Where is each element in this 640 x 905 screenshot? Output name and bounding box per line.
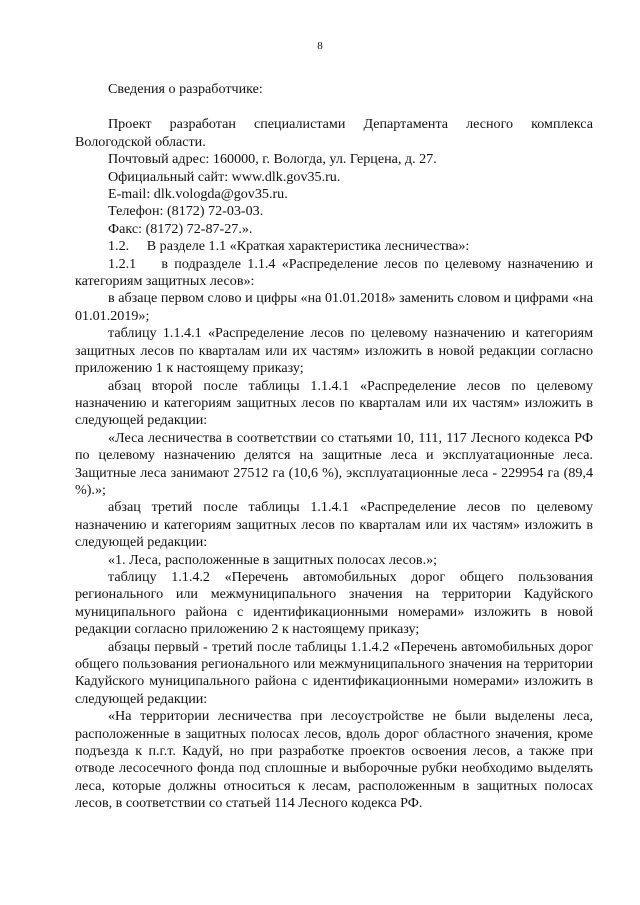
document-body (75, 81, 597, 813)
official-site: Официальный сайт: www.dlk.gov35.ru. (108, 168, 341, 185)
paragraph: абзацы первый - третий после таблицы 1.1.4.2 «Перечень автомобильных дорог общего пользования регионального или межмуниципального значения на территории Кадуйского муниципального района с идентификационными номерами» изложить в следующей редакции: (75, 638, 593, 707)
section-1-2: 1.2. В разделе 1.1 «Краткая характеристика лесничества»: (108, 238, 470, 255)
section-1-2-1: 1.2.1 в подразделе 1.1.4 «Распределение лесов по целевому назначению и категориям защитных лесов»: (75, 255, 597, 290)
paragraph: «На территории лесничества при лесоустройстве не были выделены леса, расположенные в защитных полосах лесов, вдоль дорог областного значения, кроме подъезда к п.г.т. Кадуй, но при разработке проектов освоения лесов, а также при отводе лесосечного фонда под сплошные и выборочные рубки необходимо выделять леса, которые должны относиться к лесам, расположенным в защитных полосах лесов, в соответствии со статьей 114 Лесного кодекса РФ. (75, 708, 593, 812)
paragraph: абзац второй после таблицы 1.1.4.1 «Распределение лесов по целевому назначению и категориям защитных лесов по кварталам или их частям» изложить в следующей редакции: (75, 377, 593, 429)
page-number: 8 (317, 40, 323, 52)
developer-heading: Сведения о разработчике: (108, 81, 263, 97)
paragraph: Проект разработан специалистами Департамента лесного комплекса Вологодской области. (75, 116, 593, 150)
paragraph: в абзаце первом слово и цифры «на 01.01.2018» заменить словом и цифрами «на 01.01.2019»; (75, 290, 593, 324)
paragraph: «1. Леса, расположенные в защитных полосах лесов.»; (108, 551, 438, 568)
postal-address: Почтовый адрес: 160000, г. Вологда, ул. Герцена, д. 27. (108, 151, 437, 168)
paragraph: таблицу 1.1.4.2 «Перечень автомобильных дорог общего пользования регионального или межмуниципального значения на территории Кадуйского муниципального района с идентификационными номерами» изложить в новой редакции согласно приложению 2 к настоящему приказу; (75, 568, 593, 638)
paragraph: таблицу 1.1.4.1 «Распределение лесов по целевому назначению и категориям защитных лесов по кварталам или их частям» изложить в новой редакции согласно приложению 1 к настоящему приказу; (75, 325, 593, 377)
phone: Телефон: (8172) 72-03-03. (108, 203, 264, 220)
paragraph: абзац третий после таблицы 1.1.4.1 «Распределение лесов по целевому назначению и категориям защитных лесов по кварталам или их частям» изложить в следующей редакции: (75, 499, 593, 551)
fax: Факс: (8172) 72-87-27.». (108, 220, 253, 237)
email: E-mail: dlk.vologda@gov35.ru. (108, 186, 288, 203)
spacer (75, 98, 593, 116)
paragraph: «Леса лесничества в соответствии со статьями 10, 111, 117 Лесного кодекса РФ по целевому назначению делятся на защитные леса и эксплуатационные леса. Защитные леса занимают 27512 га (10,6 %), эксплуатационные леса - 229954 га (89,4 %).»; (75, 429, 593, 498)
